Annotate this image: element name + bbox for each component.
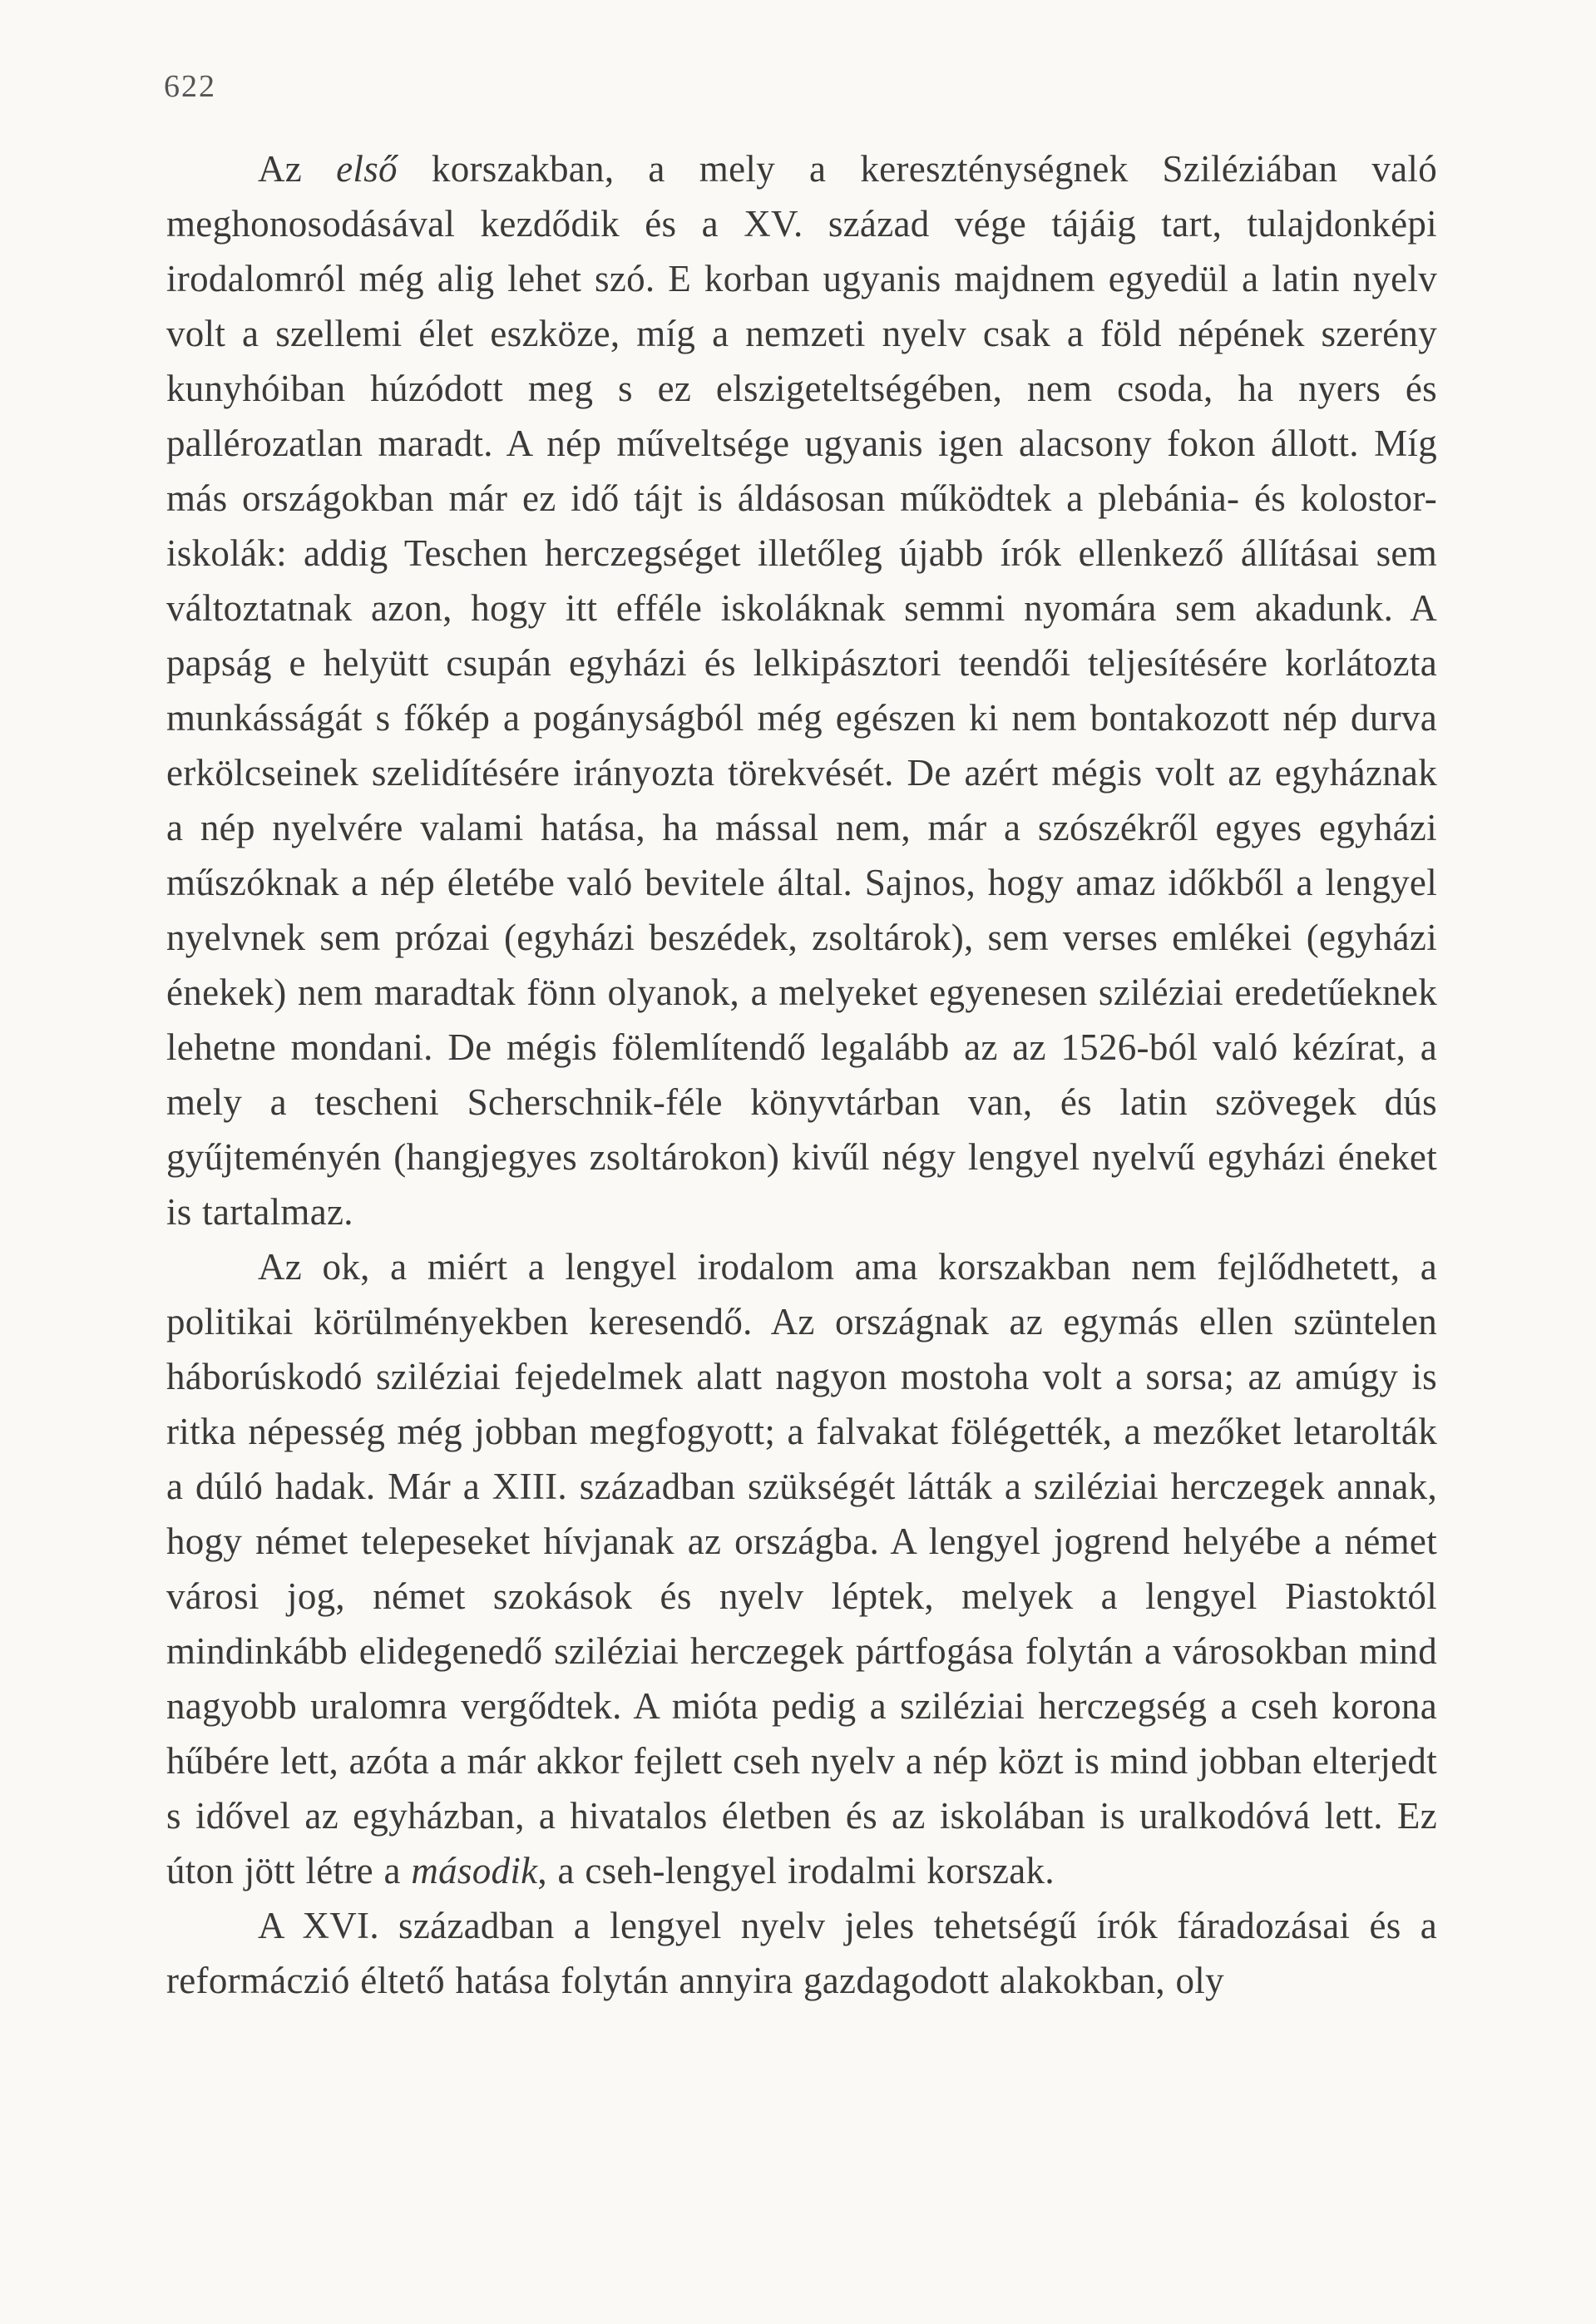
- page-number: 622: [164, 69, 216, 104]
- italic-term-elso: első: [336, 148, 398, 190]
- text-segment: A XVI. században a lengyel nyelv jeles tehetségű írók fáradozásai és a reformáczió éltető hatása folytán annyira gazdagodott alakokban, oly: [166, 1905, 1437, 2001]
- paragraph-1: [166, 141, 1437, 1239]
- italic-term-masodik: második: [411, 1850, 538, 1891]
- text-segment: korszakban, a mely a kereszténységnek Sziléziában való meghonosodásával kezdődik és a XV. század vége tájáig tart, tulajdonképi irodalomról még alig lehet szó. E korban ugyanis majdnem egyedül a latin nyelv volt a szellemi élet eszköze, míg a nemzeti nyelv csak a föld népének szerény kunyhóiban húzódott meg s ez elszigeteltségében, nem csoda, ha nyers és pallérozatlan maradt. A nép műveltsége ugyanis igen alacsony fokon állott. Míg más országokban már ez idő tájt is áldásosan működtek a plebánia- és kolostor-iskolák: addig Teschen herczegséget illetőleg újabb írók ellenkező állításai sem változtatnak azon, hogy itt efféle iskoláknak semmi nyomára sem akadunk. A papság e helyütt csupán egyházi és lelkipásztori teendői teljesítésére korlátozta munkásságát s főkép a pogányságból még egészen ki nem bontakozott nép durva erkölcseinek szelidítésére irányozta törekvését. De azért mégis volt az egyháznak a nép nyelvére valami hatása, ha mással nem, már a szószékről egyes egyházi műszóknak a nép életébe való bevitele által. Sajnos, hogy amaz időkből a lengyel nyelvnek sem prózai (egyházi beszédek, zsoltárok), sem verses emlékei (egyházi énekek) nem maradtak fönn olyanok, a melyeket egyenesen sziléziai eredetűeknek lehetne mondani. De mégis fölemlítendő legalább az az 1526-ból való kézírat, a mely a tescheni Scherschnik-féle könyvtárban van, és latin szövegek dús gyűjteményén (hangjegyes zsoltárokon) kivűl négy lengyel nyelvű egyházi éneket is tartalmaz.: [166, 148, 1437, 1233]
- text-segment: Az: [258, 148, 337, 190]
- paragraph-2: [166, 1239, 1437, 1898]
- body-text: [166, 141, 1437, 2008]
- paragraph-3: [166, 1898, 1437, 2008]
- text-segment: , a cseh-lengyel irodalmi korszak.: [537, 1850, 1055, 1891]
- text-segment: Az ok, a miért a lengyel irodalom ama korszakban nem fejlődhetett, a politikai körülményekben keresendő. Az országnak az egymás ellen szüntelen háborúskodó sziléziai fejedelmek alatt nagyon mostoha volt a sorsa; az amúgy is ritka népesség még jobban megfogyott; a falvakat fölégették, a mezőket letarolták a dúló hadak. Már a XIII. században szükségét látták a sziléziai herczegek annak, hogy német telepeseket hívjanak az országba. A lengyel jogrend helyébe a német városi jog, német szokások és nyelv léptek, melyek a lengyel Piastoktól mindinkább elidegenedő sziléziai herczegek pártfogása folytán a városokban mind nagyobb uralomra vergődtek. A mióta pedig a sziléziai herczegség a cseh korona hűbére lett, azóta a már akkor fejlett cseh nyelv a nép közt is mind jobban elterjedt s idővel az egyházban, a hivatalos életben és az iskolában is uralkodóvá lett. Ez úton jött létre a: [166, 1246, 1437, 1891]
